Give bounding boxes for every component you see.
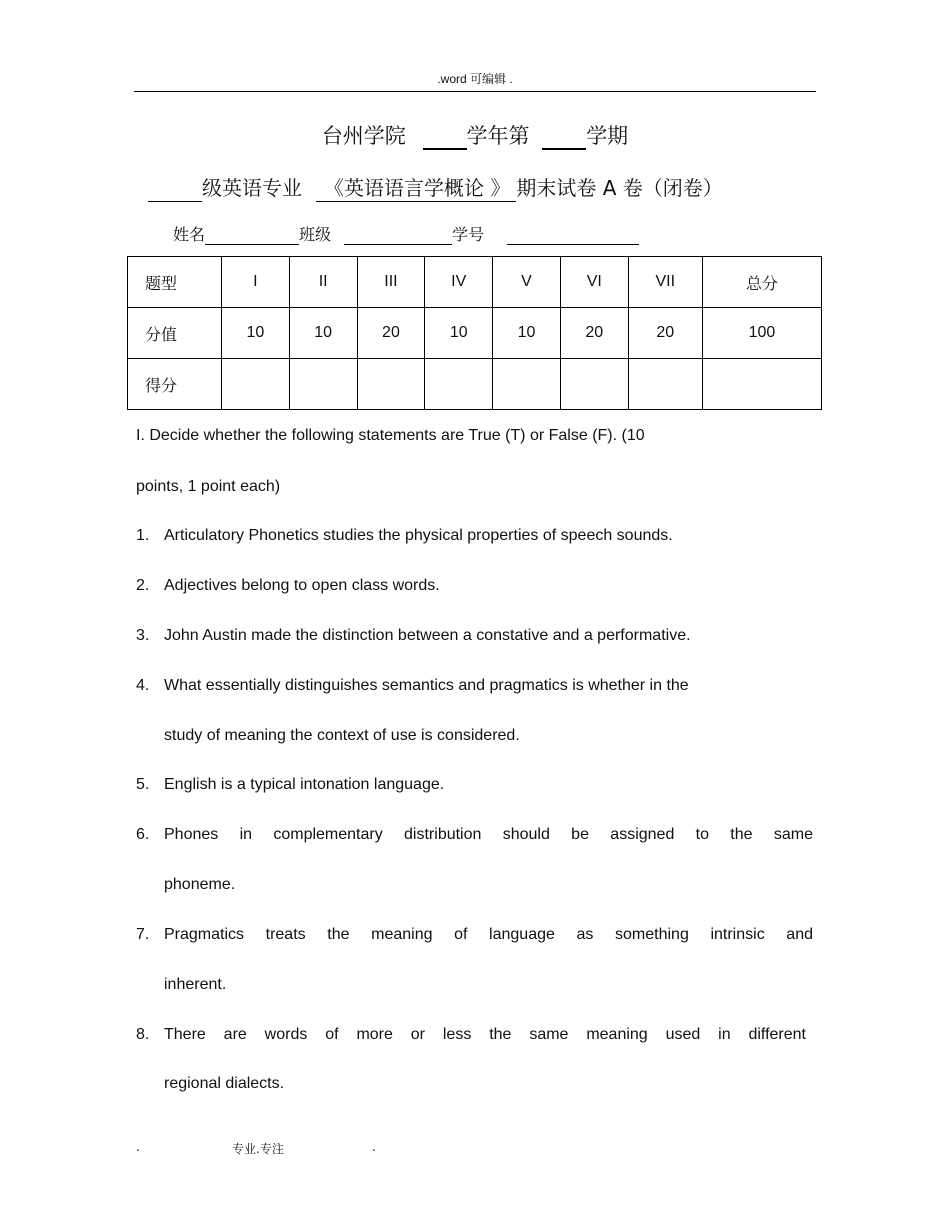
table-cell: 10 — [222, 308, 290, 359]
question-text: English is a typical intonation language. — [164, 776, 445, 793]
question-text: Adjectives belong to open class words. — [164, 577, 440, 594]
question-text: Phones in complementary distribution should be assigned to the same — [164, 826, 813, 843]
student-info-line — [173, 222, 639, 245]
score-entry-cell — [357, 359, 425, 410]
question-text-cont: inherent. — [164, 976, 227, 993]
table-cell: V — [493, 257, 561, 308]
table-cell: IV — [425, 257, 493, 308]
course-name: 《英语语言学概论 》 — [316, 172, 516, 202]
table-cell: 20 — [628, 308, 702, 359]
question-text: Articulatory Phonetics studies the physical properties of speech sounds. — [164, 527, 673, 544]
term-blank — [542, 128, 586, 150]
id-label: 学号 — [452, 225, 485, 244]
year-label: 学年第 — [466, 124, 530, 148]
term-label: 学期 — [586, 124, 629, 148]
question-text-cont: phoneme. — [164, 876, 236, 893]
table-cell: 20 — [357, 308, 425, 359]
table-cell: 分值 — [128, 308, 222, 359]
question-number: 2. — [136, 577, 150, 594]
footer-right: . — [372, 1140, 376, 1154]
question-number: 1. — [136, 527, 150, 544]
class-blank — [344, 228, 452, 245]
question-text: John Austin made the distinction between a constative and a performative. — [164, 627, 691, 644]
question-number: 6. — [136, 826, 150, 843]
score-entry-cell — [289, 359, 357, 410]
score-entry-cell — [560, 359, 628, 410]
grade-blank — [148, 179, 202, 202]
header-rule — [134, 91, 816, 92]
score-entry-cell — [493, 359, 561, 410]
question-text-cont: study of meaning the context of use is considered. — [164, 727, 520, 744]
exam-type: 期末试卷 A 卷（闭卷） — [516, 176, 723, 200]
table-cell: 10 — [493, 308, 561, 359]
table-row — [128, 257, 822, 308]
table-cell: 得分 — [128, 359, 222, 410]
table-cell: VII — [628, 257, 702, 308]
table-cell: 总分 — [702, 257, 821, 308]
year-blank — [423, 128, 467, 150]
table-row — [128, 308, 822, 359]
footer-center: 专业.专注 — [232, 1142, 284, 1156]
score-entry-cell — [628, 359, 702, 410]
table-cell: 20 — [560, 308, 628, 359]
exam-title-line1 — [0, 120, 950, 150]
grade-label: 级英语专业 — [202, 176, 302, 200]
question-number: 4. — [136, 677, 150, 694]
table-row — [128, 359, 822, 410]
page-header: .word 可编辑 . — [437, 72, 513, 86]
question-text: Pragmatics treats the meaning of language as something intrinsic and — [164, 926, 813, 943]
table-cell: 10 — [289, 308, 357, 359]
question-number: 3. — [136, 627, 150, 644]
score-entry-cell — [425, 359, 493, 410]
question-text: There are words of more or less the same meaning used in different — [164, 1026, 806, 1043]
table-cell: VI — [560, 257, 628, 308]
id-blank — [507, 228, 639, 245]
table-cell: II — [289, 257, 357, 308]
score-table — [127, 256, 822, 410]
question-text-cont: regional dialects. — [164, 1075, 285, 1092]
question-text: What essentially distinguishes semantics and pragmatics is whether in the — [164, 677, 689, 694]
question-number: 7. — [136, 926, 150, 943]
school-name: 台州学院 — [321, 124, 406, 148]
score-entry-cell — [222, 359, 290, 410]
section-heading-cont: points, 1 point each) — [136, 478, 281, 495]
table-cell: 10 — [425, 308, 493, 359]
table-cell: 题型 — [128, 257, 222, 308]
question-number: 5. — [136, 776, 150, 793]
table-cell: III — [357, 257, 425, 308]
footer-left: . — [136, 1140, 140, 1154]
name-blank — [205, 228, 299, 245]
score-entry-cell — [702, 359, 821, 410]
exam-title-line2 — [148, 172, 723, 202]
class-label: 班级 — [299, 225, 332, 244]
question-number: 8. — [136, 1026, 150, 1043]
name-label: 姓名 — [173, 225, 206, 244]
section-heading: I. Decide whether the following statements are True (T) or False (F). (10 — [136, 427, 645, 444]
table-cell: 100 — [702, 308, 821, 359]
table-cell: I — [222, 257, 290, 308]
